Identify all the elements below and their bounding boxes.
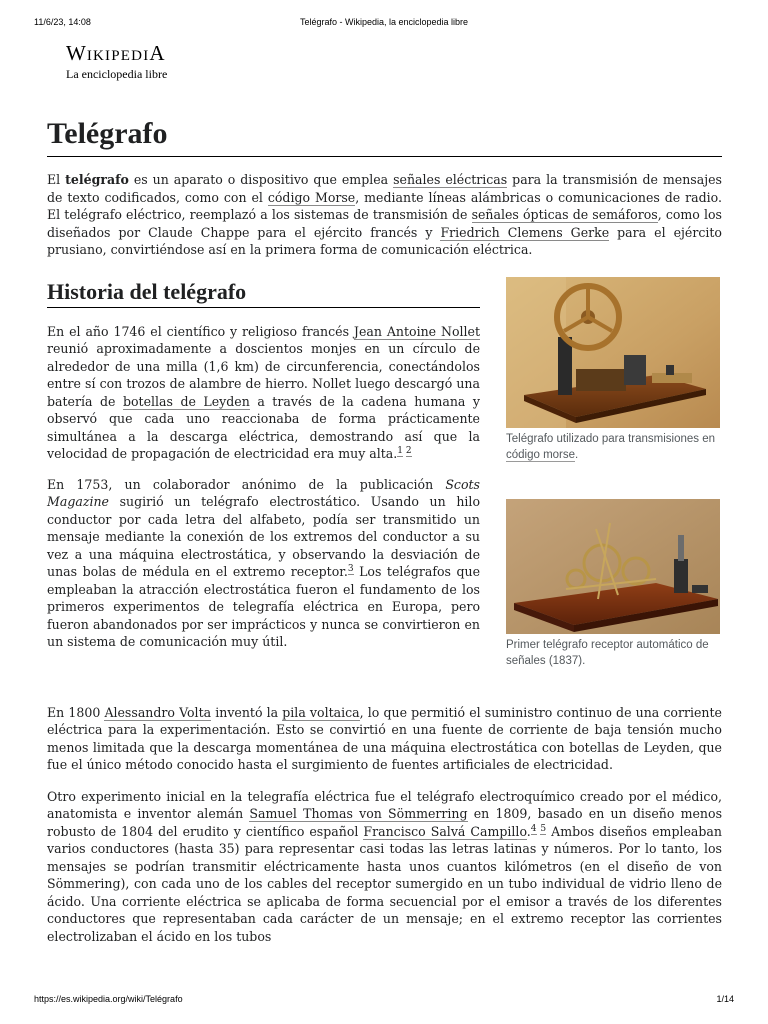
history-paragraph-2 bbox=[47, 476, 480, 651]
italic-publication: Scots Magazine bbox=[47, 476, 480, 509]
text-run: Ambos diseños empleaban varios conductores (hasta 35) para representar casi todas las letras latinas y números. Por lo tanto, los mensajes se podrían transmitir eléctricamente hasta unos cuantos kilómetros (en el diseño de von Sömmering), con cada uno de los cables del receptor sumergido en un tubo individual de vidrio lleno de ácido. Una corriente eléctrica se aplicaba de forma secuencial por el emisor a través de los diferentes conductores que representaban cada carácter de un mensaje; en el extremo receptor las corrientes electrolizaban el ácido en los tubos bbox=[47, 823, 722, 944]
section-heading: Historia del telégrafo bbox=[47, 277, 480, 308]
text-run: , como los diseñados por Claude Chappe para el ejército francés y bbox=[47, 207, 722, 240]
text-run: es un aparato o dispositivo que emplea bbox=[128, 172, 394, 187]
text-run: inventó la bbox=[211, 704, 283, 720]
link-alessandro-volta[interactable]: Alessandro Volta bbox=[104, 704, 212, 720]
link-caption-codigo-morse[interactable]: código morse bbox=[506, 449, 576, 461]
figure-receptor-1837 bbox=[506, 499, 720, 670]
text-run: para la transmisión de mensajes de texto codificados, como con el bbox=[47, 172, 722, 205]
link-sommerring[interactable]: Samuel Thomas von Sömmerring bbox=[249, 806, 468, 821]
link-friedrich-gerke[interactable]: Friedrich Clemens Gerke bbox=[440, 224, 610, 240]
link-salva-campillo[interactable]: Francisco Salvá Campillo bbox=[363, 823, 527, 839]
print-title: Telégrafo - Wikipedia, la enciclopedia libre bbox=[299, 17, 469, 27]
text-run: El bbox=[47, 172, 66, 187]
history-paragraph-1 bbox=[47, 323, 480, 463]
wikipedia-logo[interactable] bbox=[66, 42, 167, 81]
article-content bbox=[47, 112, 722, 945]
print-datetime: 11/6/23, 14:08 bbox=[34, 17, 91, 27]
lede-paragraph bbox=[47, 171, 722, 259]
link-senales-opticas[interactable]: señales ópticas de semáforos bbox=[471, 207, 658, 222]
reference-4[interactable]: 4 bbox=[530, 823, 537, 834]
history-paragraph-4 bbox=[47, 788, 722, 946]
text-run: a través de la cadena humana y observó que cada uno reaccionaba de forma prácticamente simultánea a la descarga eléctrica, demostrando así que la velocidad de propagación de electricidad era muy alta. bbox=[47, 393, 480, 461]
figure-morse-telegraph bbox=[506, 277, 720, 464]
text-run: sugirió un telégrafo electrostático. Usando un hilo conductor por cada letra del alfabeto, podía ser transmitido un mensaje mediante la conexión de los extremos del conductor a su vez a una máquina electrostática, y observando la desviación de unas bolas de médula en el extremo receptor. bbox=[47, 494, 480, 579]
wikipedia-tagline: La enciclopedia libre bbox=[66, 67, 168, 81]
text-run: En el año 1746 el científico y religioso francés bbox=[47, 323, 354, 339]
text-run: En 1753, un colaborador anónimo de la publicación bbox=[47, 476, 446, 492]
page-title: Telégrafo bbox=[47, 112, 722, 157]
text-run: en 1809, basado en un diseño menos robusto de 1804 del erudito y científico español bbox=[47, 806, 723, 839]
figure-caption-1 bbox=[506, 431, 720, 464]
text-run: En 1800 bbox=[47, 704, 105, 720]
print-header bbox=[0, 17, 768, 29]
print-url: https://es.wikipedia.org/wiki/Telégrafo bbox=[34, 994, 183, 1004]
wordmark-first: W bbox=[66, 41, 87, 65]
receptor-1837-image[interactable] bbox=[506, 499, 720, 634]
figure-caption-2: Primer telégrafo receptor automático de señales (1837). bbox=[506, 638, 709, 667]
morse-telegraph-image[interactable] bbox=[506, 277, 720, 428]
history-section bbox=[47, 277, 722, 692]
bold-term: telégrafo bbox=[65, 172, 129, 187]
text-run: para el ejército prusiano, convirtiéndose así en la primera forma de comunicación eléctrica. bbox=[47, 224, 722, 257]
history-text-column bbox=[47, 277, 480, 651]
reference-2[interactable]: 2 bbox=[405, 446, 412, 456]
text-run: . bbox=[575, 449, 579, 461]
wikipedia-wordmark bbox=[66, 42, 167, 67]
text-run: Otro experimento inicial en la telegrafía eléctrica fue el telégrafo electroquímico creado por el médico, anatomista e inventor alemán bbox=[47, 788, 722, 821]
text-run: Los telégrafos que empleaban la atracción electrostática fueron el fundamento de los primeros experimentos de telegrafía eléctrica en Europa, pero fueron abandonados por ser imprácticos y nunca se convirtieron en un sistema de comunicación muy útil. bbox=[47, 564, 480, 649]
link-pila-voltaica[interactable]: pila voltaica bbox=[282, 704, 360, 720]
wordmark-last: A bbox=[149, 41, 166, 65]
text-run: reunió aproximadamente a doscientos monjes en un círculo de alrededor de una milla (1,6 km) de circunferencia, conectándolos entre sí con trozos de alambre de hierro. Nollet luego descargó una batería de bbox=[47, 341, 480, 409]
link-senales-electricas[interactable]: señales eléctricas bbox=[393, 172, 508, 187]
text-run: Telégrafo utilizado para transmisiones en bbox=[506, 432, 716, 445]
reference-1[interactable]: 1 bbox=[397, 446, 404, 456]
print-footer bbox=[0, 994, 768, 1006]
text-run: . bbox=[526, 823, 531, 839]
text-run: , mediante líneas alámbricas o comunicaciones de radio. El telégrafo eléctrico, reemplazó a los sistemas de transmisión de bbox=[47, 189, 722, 222]
reference-3[interactable]: 3 bbox=[347, 564, 354, 574]
reference-5[interactable]: 5 bbox=[540, 823, 547, 834]
print-page-number: 1/14 bbox=[716, 994, 734, 1004]
link-botellas-de-leyden[interactable]: botellas de Leyden bbox=[122, 393, 250, 409]
text-run: , lo que permitió el suministro continuo de una corriente eléctrica para la experimentación. Esto se convirtió en una fuente de corriente de baja tensión mucho menos limitada que la descarga momentánea de una máquina electrostática con botellas de Leyden, que fue el único método conocido hasta el surgimiento de fuentes artificiales de electricidad. bbox=[47, 704, 722, 772]
history-paragraph-3 bbox=[47, 704, 722, 774]
link-jean-antoine-nollet[interactable]: Jean Antoine Nollet bbox=[353, 323, 480, 339]
wordmark-middle: IKIPEDI bbox=[86, 48, 150, 64]
link-codigo-morse[interactable]: código Morse bbox=[267, 189, 356, 205]
